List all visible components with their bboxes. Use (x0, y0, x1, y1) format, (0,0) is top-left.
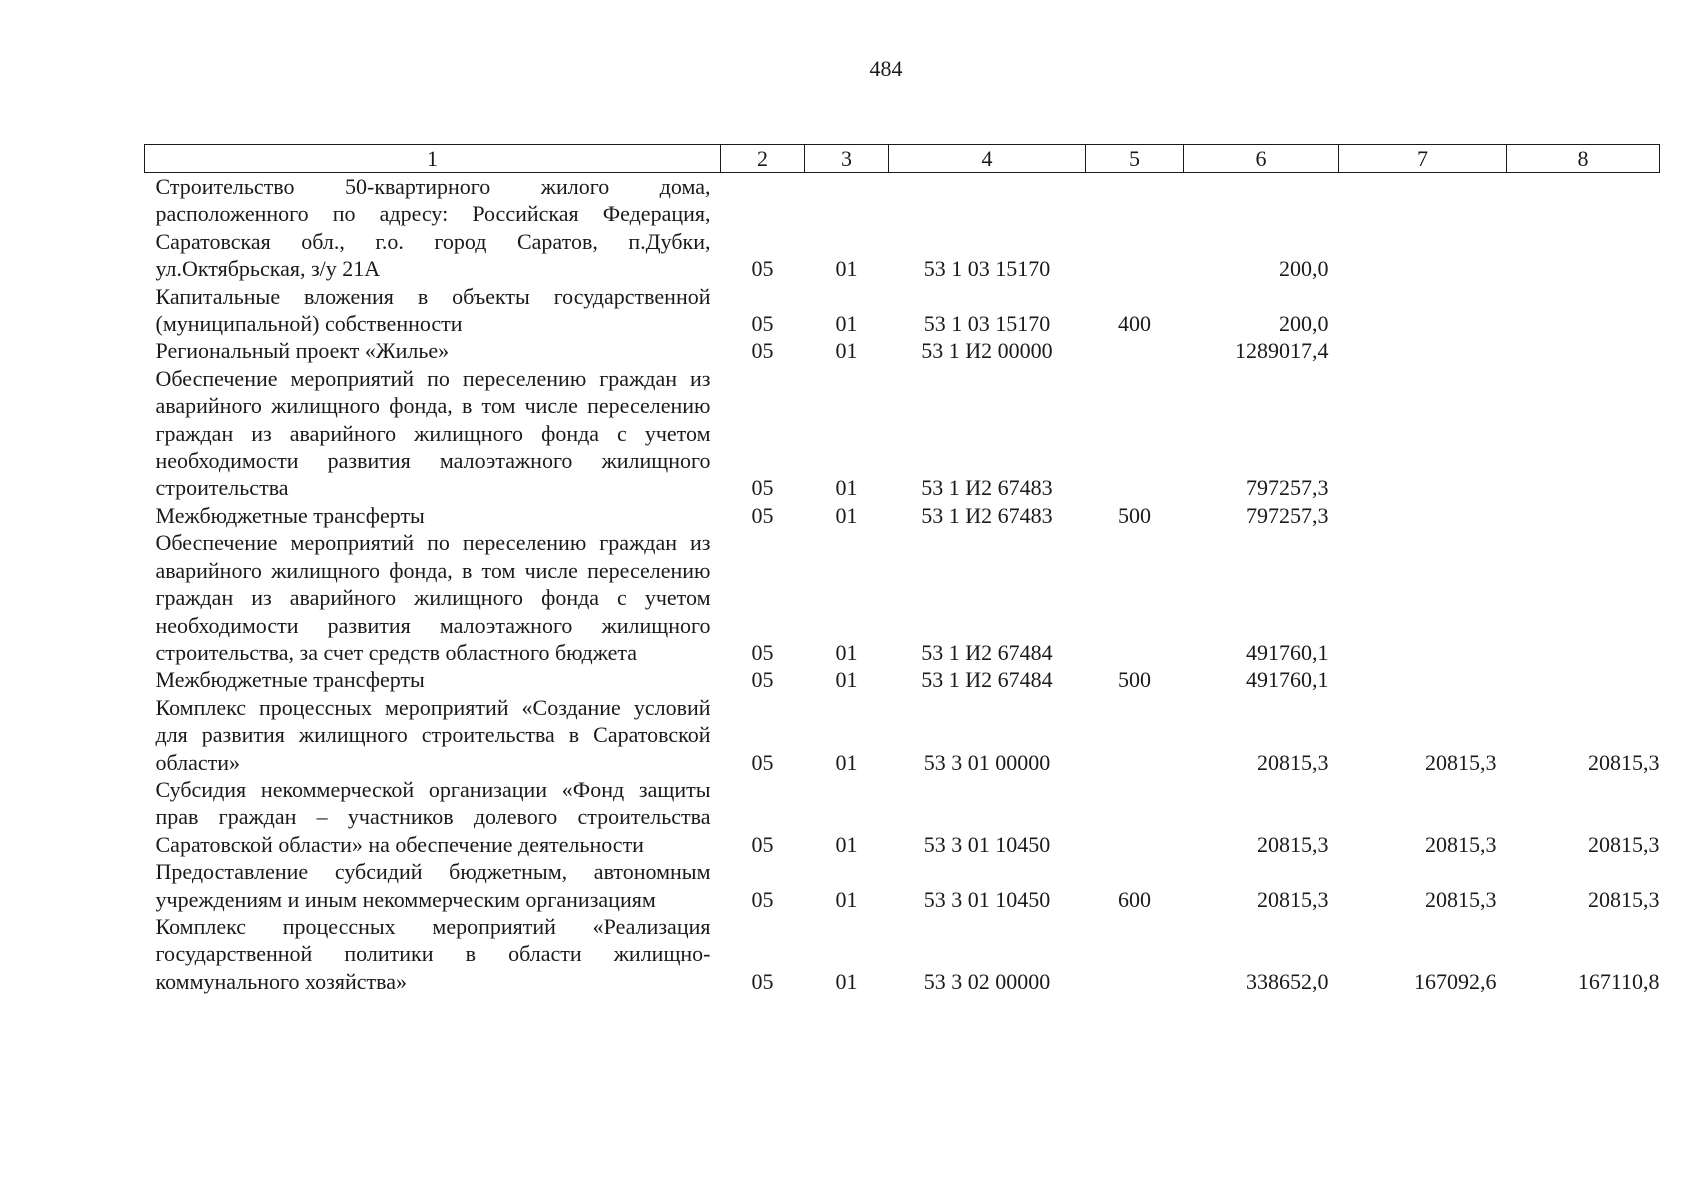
row-amount-col6: 20815,3 (1257, 831, 1329, 857)
row-amount-col6: 797257,3 (1246, 475, 1329, 501)
row-amount-col6: 200,0 (1279, 256, 1329, 282)
header-col-5: 5 (1086, 145, 1184, 173)
row-expense-type (1086, 694, 1184, 776)
row-amount-col8: 20815,3 (1588, 749, 1660, 775)
row-expense-type: 500 (1118, 502, 1151, 528)
header-col-4: 4 (889, 145, 1086, 173)
header-col-6: 6 (1184, 145, 1339, 173)
header-col-7: 7 (1339, 145, 1507, 173)
header-col-1: 1 (145, 145, 721, 173)
row-amount-col6: 491760,1 (1246, 667, 1329, 693)
row-section: 05 (751, 831, 774, 857)
row-expense-type (1086, 529, 1184, 666)
row-name: Комплекс процессных мероприятий «Реализация государственной политики в области жилищно-коммунального хозяйства» (155, 913, 711, 994)
row-expense-type (1086, 337, 1184, 364)
row-amount-col6: 797257,3 (1246, 502, 1329, 528)
table-row (145, 776, 1660, 858)
header-col-2: 2 (721, 145, 805, 173)
row-subsection: 01 (835, 667, 858, 693)
row-subsection: 01 (835, 256, 858, 282)
row-amount-col7 (1339, 173, 1507, 283)
table-header (145, 145, 1660, 173)
header-col-3: 3 (805, 145, 889, 173)
row-name: Межбюджетные трансферты (155, 667, 425, 693)
row-amount-col8 (1507, 529, 1660, 666)
budget-table (144, 144, 1660, 995)
row-section: 05 (751, 886, 774, 912)
table-row (145, 502, 1660, 529)
row-target-code: 53 1 И2 67484 (921, 667, 1053, 693)
row-amount-col8: 20815,3 (1588, 886, 1660, 912)
row-amount-col8 (1507, 666, 1660, 693)
row-name: Обеспечение мероприятий по переселению граждан из аварийного жилищного фонда, в том числе переселению граждан из аварийного жилищного фонда с учетом необходимости развития малоэтажного жилищного строительства, за счет средств областного бюджета (155, 530, 711, 665)
row-amount-col7 (1339, 337, 1507, 364)
row-target-code: 53 3 01 00000 (923, 749, 1051, 775)
table-row (145, 529, 1660, 666)
row-expense-type (1086, 173, 1184, 283)
row-section: 05 (751, 667, 774, 693)
row-expense-type (1086, 365, 1184, 502)
table-row (145, 337, 1660, 364)
row-expense-type: 500 (1118, 667, 1151, 693)
row-amount-col7: 20815,3 (1425, 831, 1497, 857)
row-amount-col7 (1339, 666, 1507, 693)
row-amount-col6: 20815,3 (1257, 886, 1329, 912)
row-name: Обеспечение мероприятий по переселению граждан из аварийного жилищного фонда, в том числе переселению граждан из аварийного жилищного фонда с учетом необходимости развития малоэтажного жилищного строительства (155, 365, 711, 501)
row-subsection: 01 (835, 338, 858, 364)
row-amount-col7 (1339, 365, 1507, 502)
row-target-code: 53 1 03 15170 (923, 311, 1051, 337)
row-amount-col6: 20815,3 (1257, 749, 1329, 775)
page-number: 484 (869, 56, 903, 81)
table-row (145, 694, 1660, 776)
row-target-code: 53 1 И2 00000 (921, 338, 1053, 364)
row-section: 05 (751, 475, 774, 501)
row-name: Межбюджетные трансферты (155, 502, 425, 528)
row-amount-col7: 20815,3 (1425, 886, 1497, 912)
row-name: Комплекс процессных мероприятий «Создание условий для развития жилищного строительства в Саратовской области» (155, 694, 711, 775)
row-section: 05 (751, 256, 774, 282)
row-amount-col6: 1289017,4 (1235, 338, 1329, 364)
table-row (145, 858, 1660, 913)
row-expense-type: 400 (1118, 311, 1151, 337)
row-amount-col8 (1507, 283, 1660, 338)
row-amount-col8 (1507, 365, 1660, 502)
row-target-code: 53 1 И2 67483 (921, 502, 1053, 528)
header-col-8: 8 (1507, 145, 1660, 173)
row-target-code: 53 3 01 10450 (923, 886, 1051, 912)
row-target-code: 53 1 И2 67484 (921, 639, 1053, 665)
row-amount-col6: 338652,0 (1246, 968, 1329, 994)
table-row (145, 173, 1660, 283)
row-name: Капитальные вложения в объекты государственной (муниципальной) собственности (155, 283, 711, 337)
row-subsection: 01 (835, 639, 858, 665)
row-amount-col6: 491760,1 (1246, 639, 1329, 665)
row-section: 05 (751, 968, 774, 994)
row-name: Субсидия некоммерческой организации «Фонд защиты прав граждан – участников долевого строительства Саратовской области» на обеспечение деятельности (155, 776, 711, 857)
row-amount-col7 (1339, 529, 1507, 666)
row-expense-type: 600 (1118, 886, 1151, 912)
header-row (145, 145, 1660, 173)
row-expense-type (1086, 776, 1184, 858)
row-section: 05 (751, 311, 774, 337)
row-name: Строительство 50-квартирного жилого дома, расположенного по адресу: Российская Федерация, Саратовская обл., г.о. город Саратов, п.Дубки, ул.Октябрьская, з/у 21А (155, 174, 711, 282)
row-subsection: 01 (835, 749, 858, 775)
row-target-code: 53 3 01 10450 (923, 831, 1051, 857)
row-amount-col8 (1507, 173, 1660, 283)
row-amount-col8: 20815,3 (1588, 831, 1660, 857)
row-section: 05 (751, 749, 774, 775)
row-subsection: 01 (835, 311, 858, 337)
row-amount-col7 (1339, 283, 1507, 338)
table-row (145, 913, 1660, 995)
table-row (145, 666, 1660, 693)
table-row (145, 283, 1660, 338)
row-amount-col6: 200,0 (1279, 311, 1329, 337)
row-section: 05 (751, 639, 774, 665)
row-target-code: 53 1 И2 67483 (921, 475, 1053, 501)
row-amount-col8 (1507, 337, 1660, 364)
row-section: 05 (751, 502, 774, 528)
row-target-code: 53 1 03 15170 (923, 256, 1051, 282)
row-name: Предоставление субсидий бюджетным, автономным учреждениям и иным некоммерческим организациям (155, 859, 711, 912)
row-amount-col7 (1339, 502, 1507, 529)
row-name: Региональный проект «Жилье» (155, 338, 450, 364)
row-subsection: 01 (835, 968, 858, 994)
row-subsection: 01 (835, 886, 858, 912)
row-target-code: 53 3 02 00000 (923, 968, 1051, 994)
row-expense-type (1086, 913, 1184, 995)
table-row (145, 365, 1660, 502)
row-amount-col7: 167092,6 (1414, 968, 1497, 994)
row-subsection: 01 (835, 831, 858, 857)
row-subsection: 01 (835, 475, 858, 501)
table-body (145, 173, 1660, 996)
row-amount-col8: 167110,8 (1577, 968, 1660, 994)
row-amount-col8 (1507, 502, 1660, 529)
row-subsection: 01 (835, 502, 858, 528)
row-section: 05 (751, 338, 774, 364)
row-amount-col7: 20815,3 (1425, 749, 1497, 775)
